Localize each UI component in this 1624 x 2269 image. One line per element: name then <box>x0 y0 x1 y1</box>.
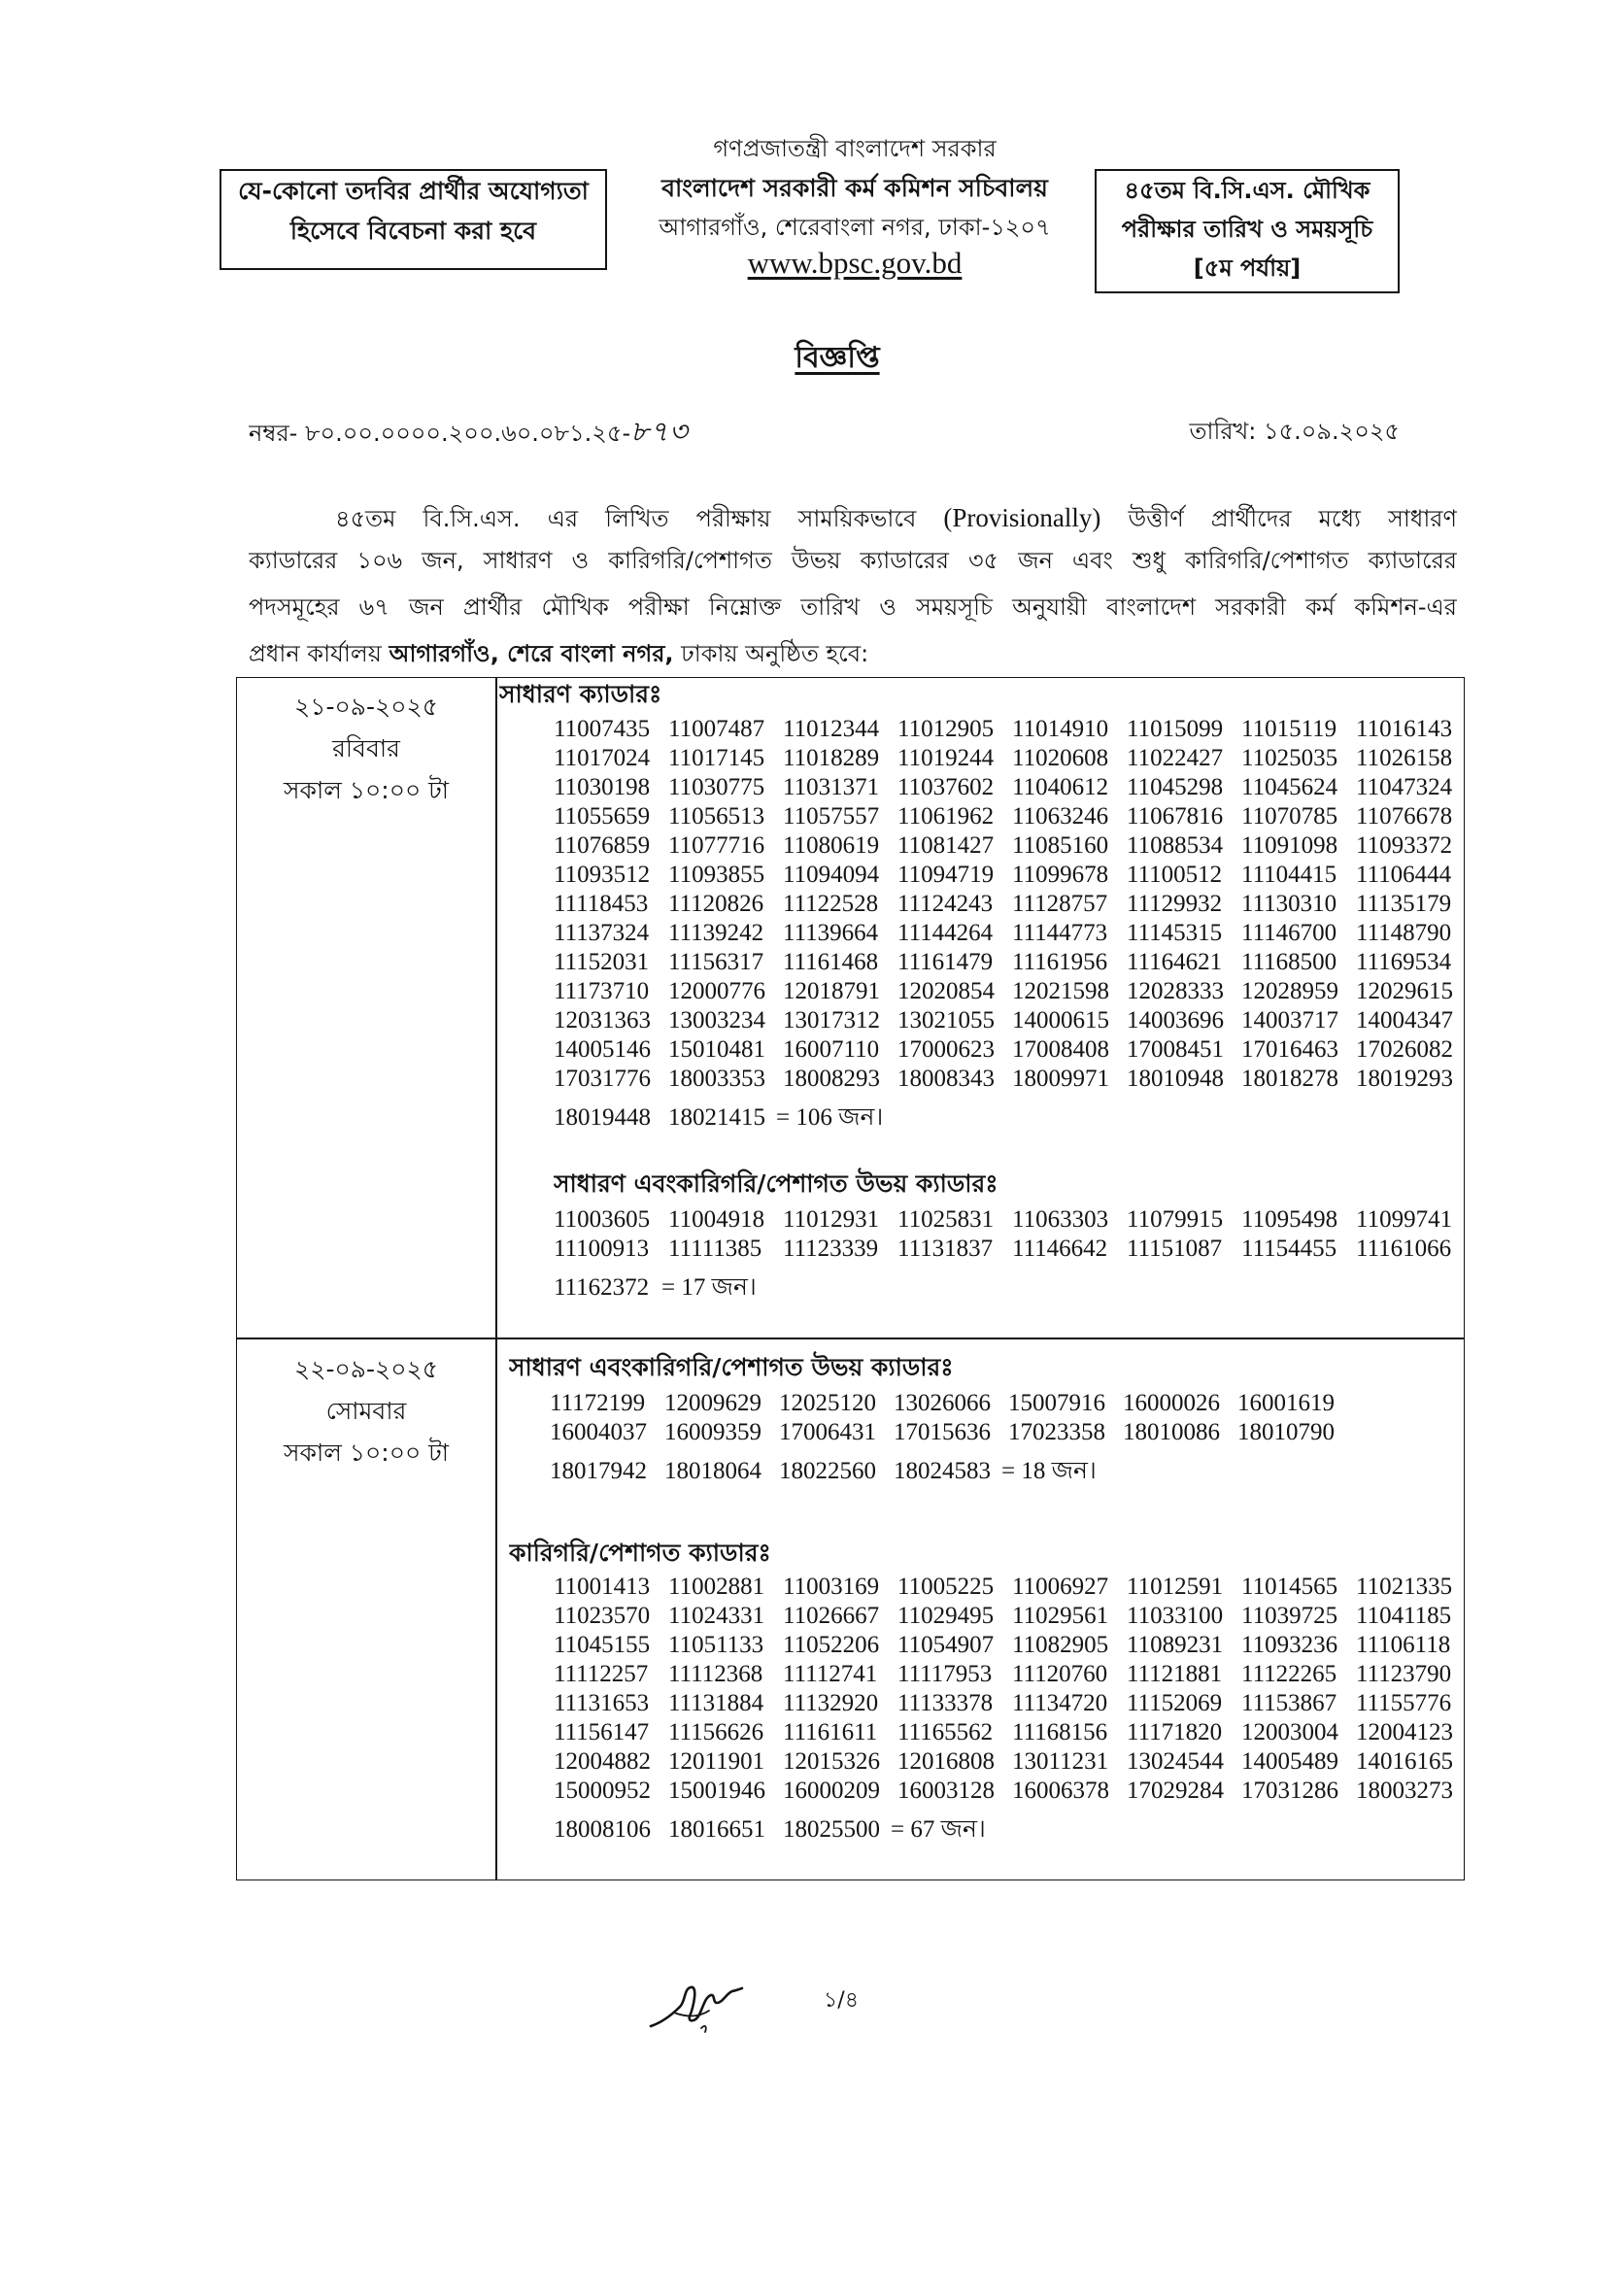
table-row-divider <box>236 1338 1465 1339</box>
roll-number: 12031363 <box>554 1007 651 1033</box>
roll-number: 14000615 <box>1012 1007 1109 1033</box>
roll-number: 11122265 <box>1241 1661 1337 1687</box>
cadre-group-heading: সাধারণ এবংকারিগরি/পেশাগত উভয় ক্যাডারঃ <box>554 1169 998 1198</box>
roll-number: 11133378 <box>897 1690 994 1716</box>
roll-number: 11095498 <box>1241 1206 1338 1233</box>
roll-number: 11112257 <box>554 1661 649 1687</box>
roll-number: 11055659 <box>554 803 651 830</box>
roll-number: 11085160 <box>1012 832 1109 859</box>
body-text: প্রধান কার্যালয় <box>249 640 389 667</box>
roll-number: 11003169 <box>783 1574 880 1600</box>
table-column-divider <box>495 677 497 1880</box>
roll-number: 11026158 <box>1356 745 1453 771</box>
roll-number: 11004918 <box>668 1206 765 1233</box>
group-total: = 106 জন। <box>776 1104 884 1131</box>
roll-number: 11132920 <box>783 1690 879 1716</box>
roll-number: 11089231 <box>1127 1632 1224 1658</box>
roll-number: 11151087 <box>1127 1236 1223 1262</box>
roll-number: 11130310 <box>1241 891 1337 917</box>
roll-number: 18009971 <box>1012 1066 1109 1092</box>
roll-number: 11131837 <box>897 1236 994 1262</box>
roll-number: 17016463 <box>1241 1036 1338 1063</box>
signature <box>645 1968 746 2038</box>
roll-number: 11017024 <box>554 745 651 771</box>
roll-number: 11012905 <box>897 716 995 742</box>
roll-number: 11156317 <box>668 949 764 975</box>
roll-number: 11094094 <box>783 862 880 888</box>
roll-number: 17008451 <box>1127 1036 1224 1063</box>
roll-number: 11037602 <box>897 774 995 800</box>
roll-number: 11099678 <box>1012 862 1109 888</box>
roll-number: 18008106 <box>554 1816 651 1843</box>
roll-number: 11093236 <box>1241 1632 1338 1658</box>
roll-number: 11041185 <box>1356 1603 1452 1629</box>
roll-number: 11099741 <box>1356 1206 1453 1233</box>
roll-number: 11022427 <box>1127 745 1224 771</box>
roll-number: 11129932 <box>1127 891 1223 917</box>
roll-number: 11079915 <box>1127 1206 1224 1233</box>
roll-number: 11162372 <box>554 1274 650 1301</box>
roll-number: 11128757 <box>1012 891 1108 917</box>
roll-number: 11024331 <box>668 1603 765 1629</box>
warning-line-1: যে-কোনো তদবির প্রার্থীর অযোগ্যতা <box>238 177 589 205</box>
roll-number: 11020608 <box>1012 745 1109 771</box>
exam-info-line-3: [৫ম পর্যায়] <box>1193 254 1302 282</box>
group-total: = 67 জন। <box>891 1816 986 1843</box>
roll-number: 11001413 <box>554 1574 651 1600</box>
roll-number: 18018064 <box>664 1458 761 1484</box>
schedule-date-cell <box>236 1348 496 1473</box>
roll-number: 11093855 <box>668 862 765 888</box>
roll-number: 12021598 <box>1012 978 1109 1004</box>
roll-number: 11145315 <box>1127 920 1223 946</box>
roll-number: 18019293 <box>1356 1066 1453 1092</box>
body-text: ৪৫তম বি.সি.এস. এর লিখিত পরীক্ষায় সাময়িকভাবে <box>335 505 944 532</box>
roll-number: 17008408 <box>1012 1036 1109 1063</box>
roll-number: 11094719 <box>897 862 995 888</box>
roll-number: 11146700 <box>1241 920 1337 946</box>
office-name: বাংলাদেশ সরকারী কর্ম কমিশন সচিবালয় <box>661 174 1048 202</box>
notice-body-line: পদসমূহের ৬৭ জন প্রার্থীর মৌখিক পরীক্ষা নিম্নোক্ত তারিখ ও সময়সূচি অনুযায়ী বাংলাদেশ সরকারী কর্ম কমিশন-এর <box>249 593 1457 621</box>
roll-number: 11006927 <box>1012 1574 1109 1600</box>
memo-number-handwritten: ৮৭৩ <box>630 415 689 448</box>
exam-info-line-1: ৪৫তম বি.সি.এস. মৌখিক <box>1124 177 1370 204</box>
roll-number: 14003696 <box>1127 1007 1224 1033</box>
roll-number: 13026066 <box>894 1390 991 1416</box>
roll-number: 11091098 <box>1241 832 1338 859</box>
roll-number: 11061962 <box>897 803 995 830</box>
roll-number: 12016808 <box>897 1748 995 1775</box>
roll-number: 11057557 <box>783 803 880 830</box>
roll-number: 11025035 <box>1241 745 1338 771</box>
roll-number: 11168500 <box>1241 949 1337 975</box>
interview-time: সকাল ১০:০০ টা <box>283 776 450 804</box>
roll-number: 11131653 <box>554 1690 650 1716</box>
roll-number: 17023358 <box>1008 1419 1105 1445</box>
roll-number: 11112741 <box>783 1661 878 1687</box>
roll-number: 16003128 <box>897 1778 995 1804</box>
roll-number: 11012591 <box>1127 1574 1224 1600</box>
roll-number-list <box>550 1389 1338 1486</box>
roll-number: 11121881 <box>1127 1661 1223 1687</box>
roll-number: 18016651 <box>668 1816 765 1843</box>
roll-number: 16000026 <box>1123 1390 1220 1416</box>
roll-number: 11152069 <box>1127 1690 1223 1716</box>
roll-number: 11029495 <box>897 1603 995 1629</box>
body-text-provisionally: (Provisionally) <box>943 503 1101 532</box>
roll-number: 11019244 <box>897 745 995 771</box>
roll-number: 11005225 <box>897 1574 995 1600</box>
roll-number: 11030198 <box>554 774 651 800</box>
roll-number: 11171820 <box>1127 1719 1223 1745</box>
roll-number: 11054907 <box>897 1632 995 1658</box>
roll-number: 13011231 <box>1012 1748 1109 1775</box>
roll-number: 18008343 <box>897 1066 995 1092</box>
roll-number: 11155776 <box>1356 1690 1452 1716</box>
roll-number: 12018791 <box>783 978 880 1004</box>
roll-number: 18021415 <box>668 1104 765 1131</box>
roll-number: 11076859 <box>554 832 651 859</box>
roll-number: 14016165 <box>1356 1748 1453 1775</box>
roll-number: 12003004 <box>1241 1719 1338 1745</box>
roll-number: 15000952 <box>554 1778 651 1804</box>
roll-number: 11029561 <box>1012 1603 1109 1629</box>
roll-number: 11056513 <box>668 803 765 830</box>
roll-number: 11088534 <box>1127 832 1224 859</box>
roll-number: 11106118 <box>1356 1632 1451 1658</box>
roll-number: 11051133 <box>668 1632 764 1658</box>
roll-number: 11070785 <box>1241 803 1338 830</box>
roll-number: 18018278 <box>1241 1066 1338 1092</box>
roll-number: 15010481 <box>668 1036 765 1063</box>
roll-number: 11123790 <box>1356 1661 1452 1687</box>
roll-number: 18017942 <box>550 1458 647 1484</box>
office-address: আগারগাঁও, শেরেবাংলা নগর, ঢাকা-১২০৭ <box>659 214 1051 241</box>
roll-number: 11016143 <box>1356 716 1453 742</box>
roll-number: 11118453 <box>554 891 649 917</box>
roll-number: 11161479 <box>897 949 994 975</box>
roll-number: 16004037 <box>550 1419 647 1445</box>
roll-number: 13017312 <box>783 1007 880 1033</box>
roll-number: 18019448 <box>554 1104 651 1131</box>
roll-number: 18025500 <box>783 1816 880 1843</box>
website-line <box>583 244 1127 285</box>
roll-number: 17015636 <box>894 1419 991 1445</box>
roll-number: 11012344 <box>783 716 880 742</box>
roll-number: 11120760 <box>1012 1661 1108 1687</box>
roll-number: 11018289 <box>783 745 880 771</box>
roll-number: 11003605 <box>554 1206 651 1233</box>
roll-number: 17000623 <box>897 1036 995 1063</box>
roll-number: 11093512 <box>554 862 651 888</box>
roll-number-list <box>554 1205 1457 1303</box>
cadre-group-heading: কারিগরি/পেশাগত ক্যাডারঃ <box>509 1539 771 1567</box>
roll-number: 11100512 <box>1127 862 1223 888</box>
roll-number: 11045298 <box>1127 774 1224 800</box>
roll-number: 11025831 <box>897 1206 995 1233</box>
roll-number: 11172199 <box>550 1390 646 1416</box>
roll-number: 11033100 <box>1127 1603 1224 1629</box>
body-text: ঢাকায় অনুষ্ঠিত হবে: <box>673 640 869 667</box>
roll-number: 11007487 <box>668 716 765 742</box>
body-text: উত্তীর্ণ প্রার্থীদের মধ্যে সাধারণ <box>1100 505 1457 532</box>
website-link: www.bpsc.gov.bd <box>747 246 963 280</box>
roll-number: 17026082 <box>1356 1036 1453 1063</box>
roll-number: 11122528 <box>783 891 879 917</box>
roll-number: 11153867 <box>1241 1690 1337 1716</box>
roll-number: 11169534 <box>1356 949 1452 975</box>
roll-number: 12025120 <box>779 1390 876 1416</box>
warning-line-2: হিসেবে বিবেচনা করা হবে <box>289 217 537 245</box>
roll-number: 11052206 <box>783 1632 880 1658</box>
interview-day: রবিবার <box>332 734 400 762</box>
roll-number: 11148790 <box>1356 920 1452 946</box>
roll-number: 18024583 <box>894 1458 991 1484</box>
roll-number: 12015326 <box>783 1748 880 1775</box>
roll-number: 14003717 <box>1241 1007 1338 1033</box>
roll-number: 11146642 <box>1012 1236 1108 1262</box>
roll-number: 17006431 <box>779 1419 876 1445</box>
roll-number: 17029284 <box>1127 1778 1224 1804</box>
roll-number: 11017145 <box>668 745 765 771</box>
notice-body-line <box>335 498 1457 537</box>
roll-number: 11165562 <box>897 1719 994 1745</box>
roll-number: 11139242 <box>668 920 764 946</box>
roll-number: 11120826 <box>668 891 764 917</box>
interview-date: ২২-০৯-২০২৫ <box>293 1355 439 1383</box>
roll-number: 11137324 <box>554 920 650 946</box>
roll-number: 11067816 <box>1127 803 1224 830</box>
cadre-group-heading: সাধারণ ক্যাডারঃ <box>499 680 662 708</box>
notice-title-text: বিজ্ঞপ্তি <box>795 341 880 375</box>
exam-info-line-2: পরীক্ষার তারিখ ও সময়সূচি <box>1121 216 1373 243</box>
memo-number <box>249 412 1084 451</box>
roll-number: 12028333 <box>1127 978 1224 1004</box>
roll-number: 12009629 <box>664 1390 761 1416</box>
roll-number: 11168156 <box>1012 1719 1108 1745</box>
roll-number: 12028959 <box>1241 978 1338 1004</box>
roll-number: 11082905 <box>1012 1632 1109 1658</box>
roll-number: 18010790 <box>1237 1419 1335 1445</box>
notice-body-line <box>249 634 1457 673</box>
roll-number: 11030775 <box>668 774 765 800</box>
roll-number: 11063246 <box>1012 803 1109 830</box>
interview-time: সকাল ১০:০০ টা <box>283 1439 450 1467</box>
roll-number: 14005489 <box>1241 1748 1338 1775</box>
roll-number: 14004347 <box>1356 1007 1453 1033</box>
roll-number: 11112368 <box>668 1661 763 1687</box>
roll-number: 11117953 <box>897 1661 993 1687</box>
roll-number: 18010948 <box>1127 1066 1224 1092</box>
page-number: ১/৪ <box>824 1988 859 2013</box>
roll-number: 11093372 <box>1356 832 1453 859</box>
roll-number: 11045624 <box>1241 774 1338 800</box>
memo-number-prefix: নম্বর- ৮০.০০.০০০০.২০০.৬০.০৮১.২৫- <box>249 420 631 447</box>
roll-number: 11144773 <box>1012 920 1108 946</box>
roll-number: 17031286 <box>1241 1778 1338 1804</box>
warning-box <box>220 169 607 270</box>
notice-body-line: ক্যাডারের ১০৬ জন, সাধারণ ও কারিগরি/পেশাগত উভয় ক্যাডারের ৩৫ জন এবং শুধু কারিগরি/পেশাগত ক্যাডারের <box>249 547 1457 574</box>
roll-number: 15007916 <box>1008 1390 1105 1416</box>
roll-number: 11031371 <box>783 774 880 800</box>
cadre-group-heading: সাধারণ এবংকারিগরি/পেশাগত উভয় ক্যাডারঃ <box>509 1353 954 1381</box>
roll-number: 11131884 <box>668 1690 764 1716</box>
roll-number: 11154455 <box>1241 1236 1337 1262</box>
roll-number: 11063303 <box>1012 1206 1109 1233</box>
roll-number: 11021335 <box>1356 1574 1453 1600</box>
roll-number: 12011901 <box>668 1748 765 1775</box>
roll-number: 11045155 <box>554 1632 651 1658</box>
roll-number: 11026667 <box>783 1603 880 1629</box>
roll-number: 11156147 <box>554 1719 650 1745</box>
interview-date: ২১-০৯-২০২৫ <box>294 693 438 721</box>
roll-number: 11100913 <box>554 1236 650 1262</box>
notice-date: তারিখ: ১৫.০৯.২০২৫ <box>1189 418 1400 445</box>
roll-number: 11080619 <box>783 832 880 859</box>
roll-number-list <box>554 1573 1457 1845</box>
roll-number: 11077716 <box>668 832 765 859</box>
roll-number: 11023570 <box>554 1603 651 1629</box>
roll-number: 11161956 <box>1012 949 1108 975</box>
roll-number: 11111385 <box>668 1236 762 1262</box>
roll-number: 11161468 <box>783 949 879 975</box>
roll-number: 12020854 <box>897 978 995 1004</box>
roll-number: 11040612 <box>1012 774 1109 800</box>
roll-number: 15001946 <box>668 1778 765 1804</box>
roll-number: 14005146 <box>554 1036 651 1063</box>
roll-number: 11106444 <box>1356 862 1452 888</box>
roll-number: 16001619 <box>1237 1390 1335 1416</box>
roll-number: 11104415 <box>1241 862 1337 888</box>
roll-number: 11134720 <box>1012 1690 1108 1716</box>
roll-number: 12029615 <box>1356 978 1453 1004</box>
government-name: গণপ্রজাতন্ত্রী বাংলাদেশ সরকার <box>713 135 997 162</box>
roll-number: 11081427 <box>897 832 995 859</box>
roll-number: 11152031 <box>554 949 650 975</box>
roll-number: 18008293 <box>783 1066 880 1092</box>
roll-number: 11156626 <box>668 1719 764 1745</box>
roll-number: 16006378 <box>1012 1778 1109 1804</box>
notice-title <box>680 337 995 382</box>
roll-number: 12004123 <box>1356 1719 1453 1745</box>
roll-number-list <box>554 715 1457 1133</box>
roll-number: 18003273 <box>1356 1778 1453 1804</box>
roll-number: 11161066 <box>1356 1236 1452 1262</box>
roll-number: 11124243 <box>897 891 994 917</box>
roll-number: 17031776 <box>554 1066 651 1092</box>
roll-number: 11014565 <box>1241 1574 1338 1600</box>
roll-number: 11123339 <box>783 1236 879 1262</box>
roll-number: 11007435 <box>554 716 651 742</box>
roll-number: 12004882 <box>554 1748 651 1775</box>
roll-number: 11002881 <box>668 1574 765 1600</box>
roll-number: 13003234 <box>668 1007 765 1033</box>
interview-day: সোমবার <box>325 1397 407 1425</box>
roll-number: 11164621 <box>1127 949 1223 975</box>
roll-number: 16000209 <box>783 1778 880 1804</box>
roll-number: 11015119 <box>1241 716 1337 742</box>
roll-number: 11076678 <box>1356 803 1453 830</box>
roll-number: 11135179 <box>1356 891 1452 917</box>
roll-number: 11144264 <box>897 920 994 946</box>
body-text-venue: আগারগাঁও, শেরে বাংলা নগর, <box>389 640 674 667</box>
roll-number: 11012931 <box>783 1206 880 1233</box>
roll-number: 11014910 <box>1012 716 1109 742</box>
roll-number: 16009359 <box>664 1419 761 1445</box>
roll-number: 12000776 <box>668 978 765 1004</box>
roll-number: 11047324 <box>1356 774 1453 800</box>
roll-number: 11161611 <box>783 1719 878 1745</box>
group-total: = 17 জন। <box>661 1274 757 1301</box>
group-total: = 18 জন। <box>1001 1458 1097 1484</box>
roll-number: 11039725 <box>1241 1603 1338 1629</box>
roll-number: 18010086 <box>1123 1419 1220 1445</box>
roll-number: 16007110 <box>783 1036 880 1063</box>
roll-number: 11139664 <box>783 920 879 946</box>
roll-number: 18022560 <box>779 1458 876 1484</box>
exam-info-box <box>1095 169 1400 293</box>
roll-number: 13024544 <box>1127 1748 1224 1775</box>
roll-number: 11015099 <box>1127 716 1224 742</box>
roll-number: 11173710 <box>554 978 650 1004</box>
roll-number: 18003353 <box>668 1066 765 1092</box>
schedule-date-cell <box>236 686 496 811</box>
roll-number: 13021055 <box>897 1007 995 1033</box>
